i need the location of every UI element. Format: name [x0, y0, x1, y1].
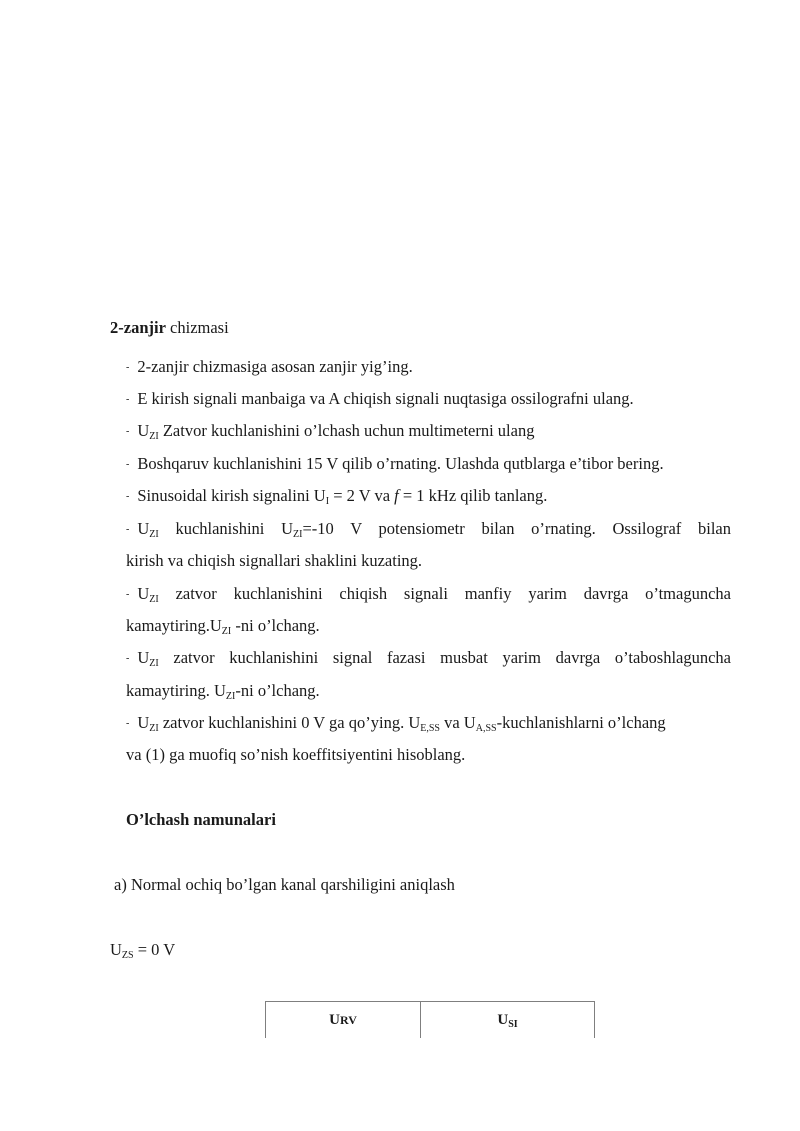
bullet-dash: -	[126, 653, 130, 664]
step-4	[126, 454, 664, 477]
step-2	[126, 389, 634, 412]
bullet-dash: -	[126, 459, 130, 470]
step-9-b: zatvor kuchlanishini 0 V ga qo’ying. U	[158, 713, 421, 732]
bullet-dash: -	[126, 362, 130, 373]
step-7-sub1: ZI	[149, 594, 159, 605]
step-8-continuation	[126, 681, 320, 701]
step-1	[126, 357, 413, 380]
step-6-b: kuchlanishini U	[158, 519, 294, 538]
step-5-c: = 1 kHz qilib tanlang.	[398, 486, 548, 505]
step-8-cont-a: kamaytiring. U	[126, 681, 226, 700]
step-9-c: va U	[439, 713, 476, 732]
step-9-sub3: A,SS	[475, 723, 497, 734]
step-3-a: U	[137, 421, 150, 440]
step-7-cont-a: kamaytiring.U	[126, 616, 222, 635]
step-4-text: Boshqaruv kuchlanishini 15 V qilib o’rnating. Ulashda qutblarga e’tibor bering.	[137, 454, 664, 473]
step-3-sub: ZI	[149, 431, 159, 442]
step-8-sub1: ZI	[149, 658, 159, 669]
step-9-continuation: va (1) ga muofiq so’nish koeffitsiyentini hisoblang.	[126, 745, 466, 764]
bullet-dash: -	[126, 589, 130, 600]
step-9-sub2: E,SS	[420, 723, 440, 734]
section-title	[126, 810, 276, 830]
condition-sub: ZS	[121, 950, 134, 961]
step-9-sub1: ZI	[149, 723, 159, 734]
step-9-a: U	[137, 713, 150, 732]
table-header-urv	[266, 1002, 421, 1039]
step-6-sub2: ZI	[293, 529, 303, 540]
step-6-continuation: kirish va chiqish signallari shaklini kuzating.	[126, 551, 423, 570]
section-title-text: O’lchash namunalari	[126, 810, 276, 829]
bullet-dash: -	[126, 491, 130, 502]
condition-b: = 0 V	[133, 940, 176, 959]
heading-bold: 2-zanjir	[110, 318, 166, 337]
step-6-a: U	[137, 519, 150, 538]
step-7-cont-b: -ni o’lchang.	[231, 616, 320, 635]
step-5-a: Sinusoidal kirish signalini U	[137, 486, 326, 505]
urv-rv: RV	[339, 1012, 357, 1027]
step-8-a: U	[137, 648, 150, 667]
measurement-table	[265, 1001, 595, 1038]
heading	[110, 318, 229, 338]
bullet-dash: -	[126, 524, 130, 535]
step-8-sub2: ZI	[225, 691, 236, 702]
step-5-b: = 2 V va	[329, 486, 395, 505]
bullet-dash: -	[126, 394, 130, 405]
urv-u: U	[329, 1011, 340, 1028]
step-5	[126, 486, 547, 509]
step-7-b: zatvor kuchlanishini chiqish signali manfiy yarim davrga o’tmaguncha	[158, 584, 731, 603]
step-7	[126, 584, 731, 607]
condition-line	[110, 940, 175, 960]
step-6-c: =-10 V potensiometr bilan o’rnating. Ossilograf bilan	[302, 519, 731, 538]
step-9	[126, 713, 666, 736]
step-5-f: f	[394, 486, 399, 505]
usi-sub: SI	[508, 1018, 518, 1030]
step-2-text: E kirish signali manbaiga va A chiqish signali nuqtasiga ossilografni ulang.	[137, 389, 634, 408]
usi-u: U	[497, 1011, 509, 1028]
subsection-title: a) Normal ochiq bo’lgan kanal qarshiligini aniqlash	[114, 875, 455, 894]
step-3	[126, 421, 534, 444]
step-8	[126, 648, 731, 671]
step-5-sub: I	[325, 496, 330, 507]
step-8-cont-b: -ni o’lchang.	[235, 681, 320, 700]
condition-a: U	[110, 940, 122, 959]
bullet-dash: -	[126, 718, 130, 729]
step-8-b: zatvor kuchlanishini signal fazasi musbat yarim davrga o’taboshlaguncha	[158, 648, 731, 667]
step-6	[126, 519, 731, 542]
step-9-d: -kuchlanishlarni o’lchang	[496, 713, 666, 732]
bullet-dash: -	[126, 426, 130, 437]
table-header-row	[266, 1002, 595, 1039]
heading-rest: chizmasi	[165, 318, 229, 337]
table-header-usi	[421, 1002, 595, 1039]
step-3-b: Zatvor kuchlanishini o’lchash uchun multimeterni ulang	[158, 421, 535, 440]
step-7-continuation	[126, 616, 320, 636]
step-1-text: 2-zanjir chizmasiga asosan zanjir yig’ing.	[137, 357, 413, 376]
step-6-sub1: ZI	[149, 529, 159, 540]
step-7-a: U	[137, 584, 150, 603]
step-7-sub2: ZI	[221, 626, 232, 637]
